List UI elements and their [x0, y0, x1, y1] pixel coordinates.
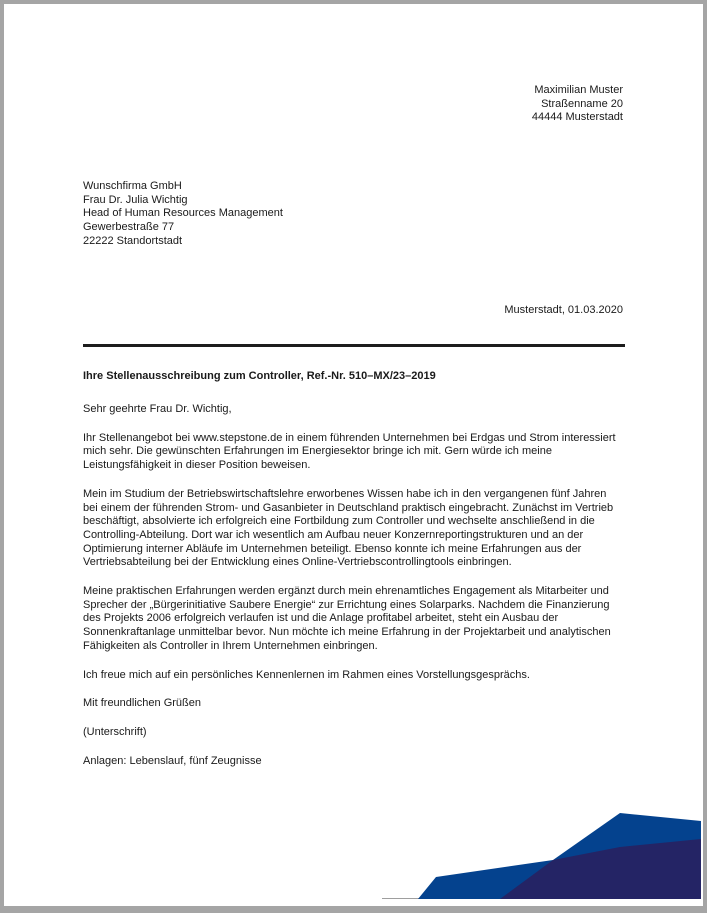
horizontal-divider: [83, 344, 625, 347]
letter-page: [4, 4, 703, 906]
footer-mountain-graphic: [381, 807, 701, 899]
body-paragraph: Mein im Studium der Betriebswirtschaftslehre erworbenes Wissen habe ich in den vergangenen fünf Jahren bei einem der führenden Strom- und Gasanbieter in Deutschland praktisch eingebracht. Zunächst im Vertrieb beschäftigt, absolvierte ich erfolgreich eine Fortbildung zum Controller und wechselte anschließend in die Controlling-Abteilung. Dort war ich wesentlich am Aufbau neuer Konzernreportingstrukturen und an der Optimierung interner Abläufe im Unternehmen beteiligt. Ebenso konnte ich meine Erfahrungen aus der Vertriebsabteilung bei der Entwicklung eines Online-Vertriebscontrollingtools einbringen.: [83, 487, 614, 569]
sender-city: 44444 Musterstadt: [531, 111, 623, 124]
recipient-contact: Frau Dr. Julia Wichtig: [83, 193, 188, 206]
signature-placeholder: (Unterschrift): [83, 725, 147, 738]
recipient-company: Wunschfirma GmbH: [83, 180, 182, 192]
sender-street: Straßenname 20: [541, 97, 623, 110]
recipient-address-block: [83, 180, 283, 249]
letter-body: [83, 403, 624, 783]
place-and-date: Musterstadt, 01.03.2020: [504, 304, 623, 316]
salutation: Sehr geehrte Frau Dr. Wichtig,: [83, 403, 232, 415]
body-paragraph: Ich freue mich auf ein persönliches Kennenlernen im Rahmen eines Vorstellungsgesprächs.: [83, 668, 530, 681]
sender-name: Maximilian Muster: [534, 84, 623, 96]
enclosures-line: Anlagen: Lebenslauf, fünf Zeugnisse: [83, 754, 262, 767]
subject-line: Ihre Stellenausschreibung zum Controller, Ref.-Nr. 510–MX/23–2019: [83, 370, 436, 382]
closing-formula: Mit freundlichen Grüßen: [83, 697, 201, 710]
body-paragraph: Meine praktischen Erfahrungen werden ergänzt durch mein ehrenamtliches Engagement als Mitarbeiter und Sprecher der „Bürgerinitiative Saubere Energie“ zur Errichtung eines Solarparks. Nachdem die Finanzierung des Projekts 2006 erfolgreich verlaufen ist und die Anlage profitabel arbeitet, steht ein Ausbau der Sonnenkraftanlage unmittelbar bevor. Nun möchte ich meine Erfahrung in der Projektarbeit und analytischen Fähigkeiten als Controller in Ihrem Unternehmen einbringen.: [83, 585, 611, 652]
recipient-city: 22222 Standortstadt: [83, 234, 183, 247]
recipient-role: Head of Human Resources Management: [83, 207, 283, 220]
recipient-street: Gewerbestraße 77: [83, 221, 175, 234]
body-paragraph: Ihr Stellenangebot bei www.stepstone.de in einem führenden Unternehmen bei Erdgas und Strom interessiert mich sehr. Die gewünschten Erfahrungen im Energiesektor bringe ich mit. Gern würde ich meine Leistungsfähigkeit in dieser Position beweisen.: [83, 431, 616, 472]
sender-address-block: [532, 84, 623, 125]
